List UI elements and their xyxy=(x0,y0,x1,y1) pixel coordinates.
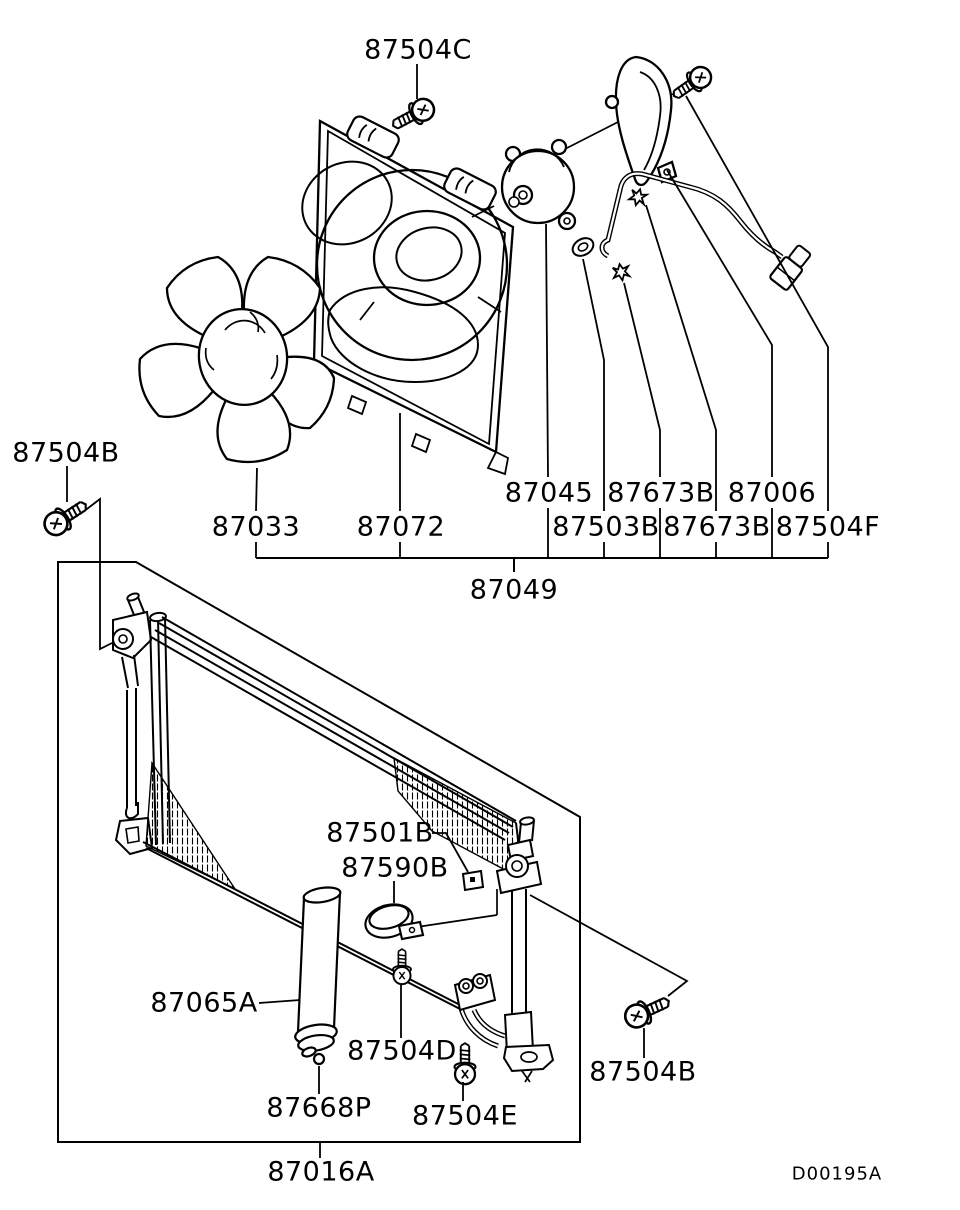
label-bolt-left: 87504B xyxy=(12,437,120,469)
label-fan-assembly: 87049 xyxy=(469,574,559,606)
bolt-87504b-left xyxy=(40,494,92,540)
fan-motor-part xyxy=(502,140,575,229)
shroud-mount-tab xyxy=(442,166,498,212)
harness-clip-part xyxy=(612,263,631,282)
drawing-code: D00195A xyxy=(791,1163,883,1185)
label-harness-clip-upper: 87673B xyxy=(607,477,715,509)
label-stud-bolt: 87504D xyxy=(347,1035,457,1067)
label-fan-shroud: 87072 xyxy=(356,511,446,543)
label-harness-clip-lower: 87673B xyxy=(663,511,771,543)
harness-clip-part xyxy=(628,187,648,207)
stud-87504d xyxy=(393,949,411,984)
label-condenser-clip: 87501B xyxy=(326,817,434,849)
label-bolt-right: 87504B xyxy=(589,1056,697,1088)
label-bolt-top: 87504C xyxy=(364,34,472,66)
bolt-87504e xyxy=(455,1043,476,1084)
o-ring-part xyxy=(314,1054,324,1064)
receiver-clamp-part xyxy=(362,889,497,943)
label-receiver-clamp: 87590B xyxy=(341,852,449,884)
label-fan-motor: 87045 xyxy=(504,477,594,509)
label-bolt-cover: 87504F xyxy=(775,511,881,543)
bolt-87504c xyxy=(388,95,438,136)
label-bolt-bracket: 87504E xyxy=(412,1100,518,1132)
label-grommet: 87503B xyxy=(552,511,660,543)
label-receiver-drier: 87065A xyxy=(150,987,258,1019)
grommet-part xyxy=(569,235,596,260)
label-motor-cover: 87006 xyxy=(727,477,817,509)
motor-cover-part xyxy=(565,57,676,185)
fan-blade-part xyxy=(139,257,334,462)
label-condenser-assembly: 87016A xyxy=(267,1156,375,1188)
label-o-ring: 87668P xyxy=(266,1092,372,1124)
bolt-87504f xyxy=(668,62,716,105)
receiver-drier-part xyxy=(294,885,342,1064)
label-fan-blade: 87033 xyxy=(211,511,301,543)
bolt-87504b-right xyxy=(621,990,674,1032)
